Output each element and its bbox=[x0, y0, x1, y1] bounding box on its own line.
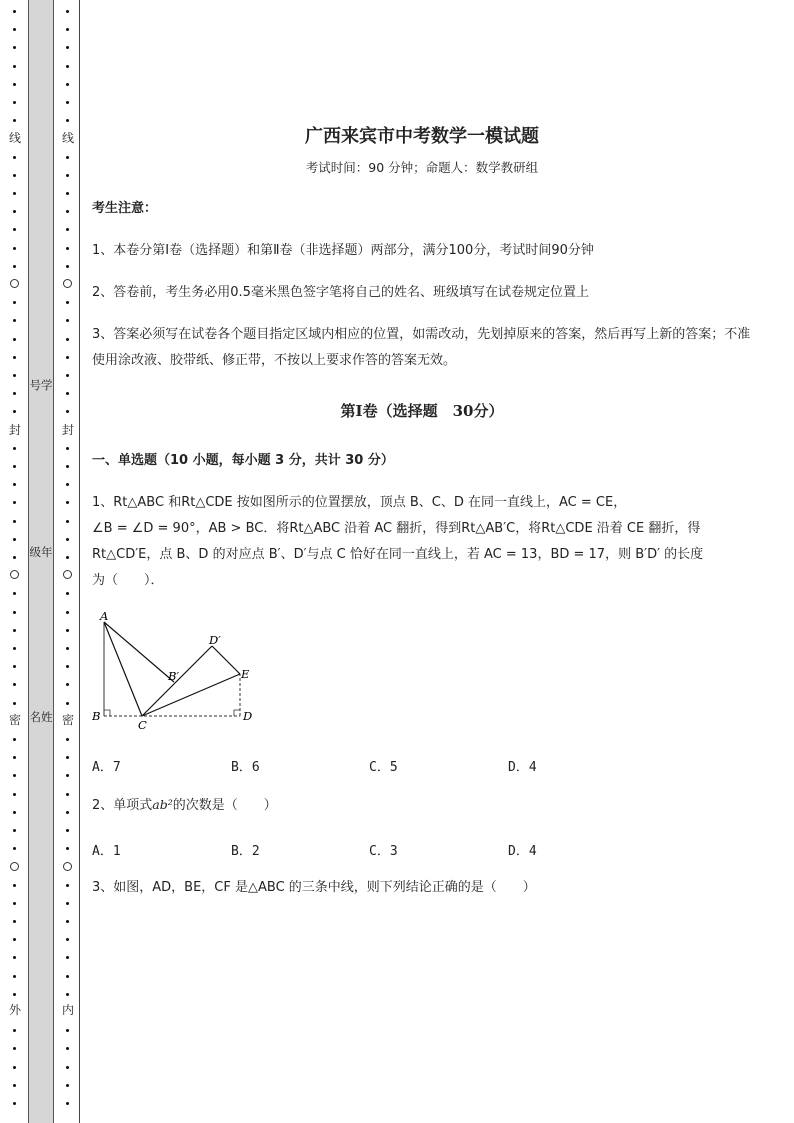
margin-dot bbox=[66, 847, 69, 850]
margin-dot bbox=[13, 119, 16, 122]
margin-dot bbox=[66, 1102, 69, 1105]
margin-marker: 密 bbox=[61, 713, 74, 727]
margin-dot bbox=[13, 1102, 16, 1105]
margin-dot bbox=[13, 774, 16, 777]
q1-option-b[interactable]: B．6 bbox=[231, 760, 260, 775]
binding-margin bbox=[0, 0, 90, 1123]
margin-dot bbox=[13, 975, 16, 978]
margin-dot bbox=[66, 975, 69, 978]
notice-heading: 考生注意： bbox=[92, 201, 158, 216]
margin-dot bbox=[66, 119, 69, 122]
margin-circle-icon bbox=[63, 279, 72, 288]
margin-dot bbox=[13, 465, 16, 468]
margin-dot bbox=[13, 647, 16, 650]
margin-dot bbox=[66, 702, 69, 705]
margin-dot bbox=[13, 447, 16, 450]
margin-dot bbox=[66, 465, 69, 468]
gray-binding-band bbox=[28, 0, 54, 1123]
margin-dot bbox=[66, 556, 69, 559]
margin-dot bbox=[66, 1084, 69, 1087]
margin-dot bbox=[66, 483, 69, 486]
question-1-line-4: 为（ ）． bbox=[92, 573, 164, 588]
margin-circle-icon bbox=[63, 570, 72, 579]
margin-dot bbox=[13, 829, 16, 832]
margin-dot bbox=[13, 28, 16, 31]
margin-dot bbox=[13, 46, 16, 49]
margin-marker: 封 bbox=[8, 423, 21, 437]
right-angle-B bbox=[104, 710, 110, 716]
margin-dot bbox=[13, 993, 16, 996]
margin-marker: 线 bbox=[61, 131, 74, 145]
margin-dot bbox=[13, 301, 16, 304]
margin-dot bbox=[13, 920, 16, 923]
segment-AB-prime bbox=[104, 622, 174, 682]
margin-dot bbox=[13, 392, 16, 395]
margin-dot bbox=[66, 210, 69, 213]
segment-D-prime-E bbox=[212, 646, 240, 674]
margin-dot bbox=[13, 338, 16, 341]
margin-dot bbox=[13, 738, 16, 741]
margin-dot bbox=[66, 338, 69, 341]
label-B-prime: B′ bbox=[168, 669, 180, 683]
margin-dot bbox=[66, 28, 69, 31]
margin-dot bbox=[66, 665, 69, 668]
margin-dot bbox=[13, 556, 16, 559]
margin-dot bbox=[13, 10, 16, 13]
margin-dot bbox=[66, 993, 69, 996]
part-heading: 一、单选题（10 小题，每小题 3 分，共计 30 分） bbox=[92, 453, 394, 468]
margin-dot bbox=[66, 156, 69, 159]
margin-dot bbox=[13, 210, 16, 213]
q1-option-a[interactable]: A．7 bbox=[92, 760, 121, 775]
question-1-line-1: 1、Rt△ABC 和Rt△CDE 按如图所示的位置摆放，顶点 B、C、D 在同一直线上，AC = CE， bbox=[92, 495, 627, 510]
question-3-text: 3、如图，AD，BE，CF 是△ABC 的三条中线，则下列结论正确的是（ ） bbox=[92, 880, 536, 895]
margin-dot bbox=[66, 192, 69, 195]
margin-dot bbox=[66, 374, 69, 377]
margin-dot bbox=[13, 101, 16, 104]
margin-dot bbox=[66, 738, 69, 741]
label-D: D bbox=[243, 709, 253, 723]
notice-item-1: 1、本卷分第Ⅰ卷（选择题）和第Ⅱ卷（非选择题）两部分，满分100分，考试时间90分钟 bbox=[92, 243, 594, 258]
margin-dot bbox=[66, 1066, 69, 1069]
margin-dot bbox=[13, 247, 16, 250]
margin-dot bbox=[13, 192, 16, 195]
margin-dot bbox=[66, 83, 69, 86]
q2-option-a[interactable]: A．1 bbox=[92, 844, 121, 859]
margin-dot bbox=[13, 938, 16, 941]
exam-title: 广西来宾市中考数学一模试题 bbox=[305, 126, 539, 147]
margin-marker: 线 bbox=[8, 131, 21, 145]
margin-dot bbox=[66, 447, 69, 450]
margin-dot bbox=[66, 319, 69, 322]
margin-dot bbox=[66, 174, 69, 177]
label-B: B bbox=[92, 709, 101, 723]
q2-term: ab² bbox=[152, 797, 173, 812]
margin-marker: 密 bbox=[8, 713, 21, 727]
margin-dot bbox=[13, 319, 16, 322]
margin-dot bbox=[13, 356, 16, 359]
margin-dot bbox=[66, 101, 69, 104]
q2-option-b[interactable]: B．2 bbox=[231, 844, 260, 859]
margin-dot bbox=[66, 410, 69, 413]
margin-dot bbox=[13, 520, 16, 523]
margin-dot bbox=[13, 884, 16, 887]
margin-dot bbox=[13, 538, 16, 541]
margin-dot bbox=[66, 65, 69, 68]
margin-dot bbox=[66, 920, 69, 923]
q2-prefix: 2、单项式 bbox=[92, 798, 153, 813]
margin-circle-icon bbox=[10, 570, 19, 579]
exam-subtitle: 考试时间：90 分钟；命题人：数学教研组 bbox=[305, 160, 539, 175]
margin-circle-icon bbox=[10, 862, 19, 871]
grade-label: 级年 bbox=[29, 545, 53, 559]
q2-option-d[interactable]: D．4 bbox=[508, 844, 537, 859]
margin-dot bbox=[66, 774, 69, 777]
margin-circle-icon bbox=[10, 279, 19, 288]
margin-dot bbox=[13, 483, 16, 486]
margin-dot bbox=[66, 520, 69, 523]
question-2-text bbox=[92, 792, 752, 819]
margin-dot bbox=[66, 228, 69, 231]
segment-AC bbox=[104, 622, 142, 716]
q1-option-c[interactable]: C．5 bbox=[369, 760, 398, 775]
margin-dot bbox=[13, 265, 16, 268]
margin-dot bbox=[13, 501, 16, 504]
margin-dot bbox=[13, 374, 16, 377]
margin-dot bbox=[13, 592, 16, 595]
margin-dot bbox=[66, 884, 69, 887]
q2-suffix: 的次数是（ ） bbox=[172, 798, 277, 813]
margin-dot bbox=[13, 702, 16, 705]
margin-dot bbox=[66, 811, 69, 814]
margin-dot bbox=[13, 611, 16, 614]
margin-dot bbox=[13, 65, 16, 68]
margin-dot bbox=[66, 956, 69, 959]
margin-dot bbox=[66, 592, 69, 595]
margin-dot bbox=[13, 956, 16, 959]
name-label: 名姓 bbox=[29, 710, 53, 724]
right-angle-D bbox=[234, 710, 240, 716]
margin-dot bbox=[13, 83, 16, 86]
margin-dot bbox=[13, 902, 16, 905]
question-1-line-3: Rt△CD′E，点 B、D 的对应点 B′、D′与点 C 恰好在同一直线上，若 AC = 13，BD = 17，则 B′D′ 的长度 bbox=[92, 547, 704, 562]
margin-dot bbox=[13, 811, 16, 814]
margin-dot bbox=[66, 829, 69, 832]
margin-dot bbox=[13, 847, 16, 850]
margin-dot bbox=[66, 538, 69, 541]
margin-marker: 封 bbox=[61, 423, 74, 437]
inner-dot-column bbox=[61, 0, 81, 1123]
segment-CE bbox=[142, 674, 240, 716]
margin-marker: 内 bbox=[61, 1003, 74, 1017]
margin-dot bbox=[66, 392, 69, 395]
margin-dot bbox=[13, 174, 16, 177]
margin-dot bbox=[13, 1047, 16, 1050]
question-1-line-2: ∠B = ∠D = 90°，AB > BC．将Rt△ABC 沿着 AC 翻折，得到Rt△AB′C，将Rt△CDE 沿着 CE 翻折，得 bbox=[92, 521, 701, 536]
margin-dot bbox=[13, 793, 16, 796]
margin-dot bbox=[66, 301, 69, 304]
margin-dot bbox=[66, 629, 69, 632]
label-A: A bbox=[100, 609, 109, 623]
margin-marker: 外 bbox=[8, 1003, 21, 1017]
label-E: E bbox=[241, 667, 250, 681]
q1-option-d[interactable]: D．4 bbox=[508, 760, 537, 775]
label-C: C bbox=[138, 718, 147, 732]
margin-dot bbox=[66, 1029, 69, 1032]
margin-dot bbox=[66, 611, 69, 614]
section-title: 第Ⅰ卷（选择题 30分） bbox=[340, 402, 504, 420]
margin-dot bbox=[13, 1066, 16, 1069]
margin-dot bbox=[13, 1084, 16, 1087]
margin-dot bbox=[66, 902, 69, 905]
margin-dot bbox=[13, 410, 16, 413]
margin-circle-icon bbox=[63, 862, 72, 871]
margin-dot bbox=[66, 938, 69, 941]
outer-dot-column bbox=[8, 0, 28, 1123]
margin-dot bbox=[66, 501, 69, 504]
margin-dot bbox=[13, 683, 16, 686]
margin-dot bbox=[66, 247, 69, 250]
student-id-label: 号学 bbox=[29, 378, 53, 392]
margin-dot bbox=[13, 665, 16, 668]
margin-dot bbox=[13, 629, 16, 632]
margin-dot bbox=[66, 46, 69, 49]
margin-dot bbox=[13, 756, 16, 759]
label-D-prime: D′ bbox=[209, 633, 221, 647]
notice-item-2: 2、答卷前，考生务必用0.5毫米黑色签字笔将自己的姓名、班级填写在试卷规定位置上 bbox=[92, 285, 589, 300]
notice-item-3: 3、答案必须写在试卷各个题目指定区域内相应的位置，如需改动，先划掉原来的答案，然后再写上新的答案；不准使用涂改液、胶带纸、修正带，不按以上要求作答的答案无效。 bbox=[92, 327, 751, 368]
margin-dot bbox=[66, 356, 69, 359]
margin-dot bbox=[13, 228, 16, 231]
margin-dot bbox=[66, 793, 69, 796]
margin-dot bbox=[13, 1029, 16, 1032]
margin-dot bbox=[66, 647, 69, 650]
margin-dot bbox=[66, 683, 69, 686]
margin-dot bbox=[66, 756, 69, 759]
margin-dot bbox=[66, 10, 69, 13]
margin-dot bbox=[66, 265, 69, 268]
margin-dot bbox=[13, 156, 16, 159]
question-1-figure bbox=[92, 608, 262, 734]
margin-dot bbox=[66, 1047, 69, 1050]
q2-option-c[interactable]: C．3 bbox=[369, 844, 398, 859]
